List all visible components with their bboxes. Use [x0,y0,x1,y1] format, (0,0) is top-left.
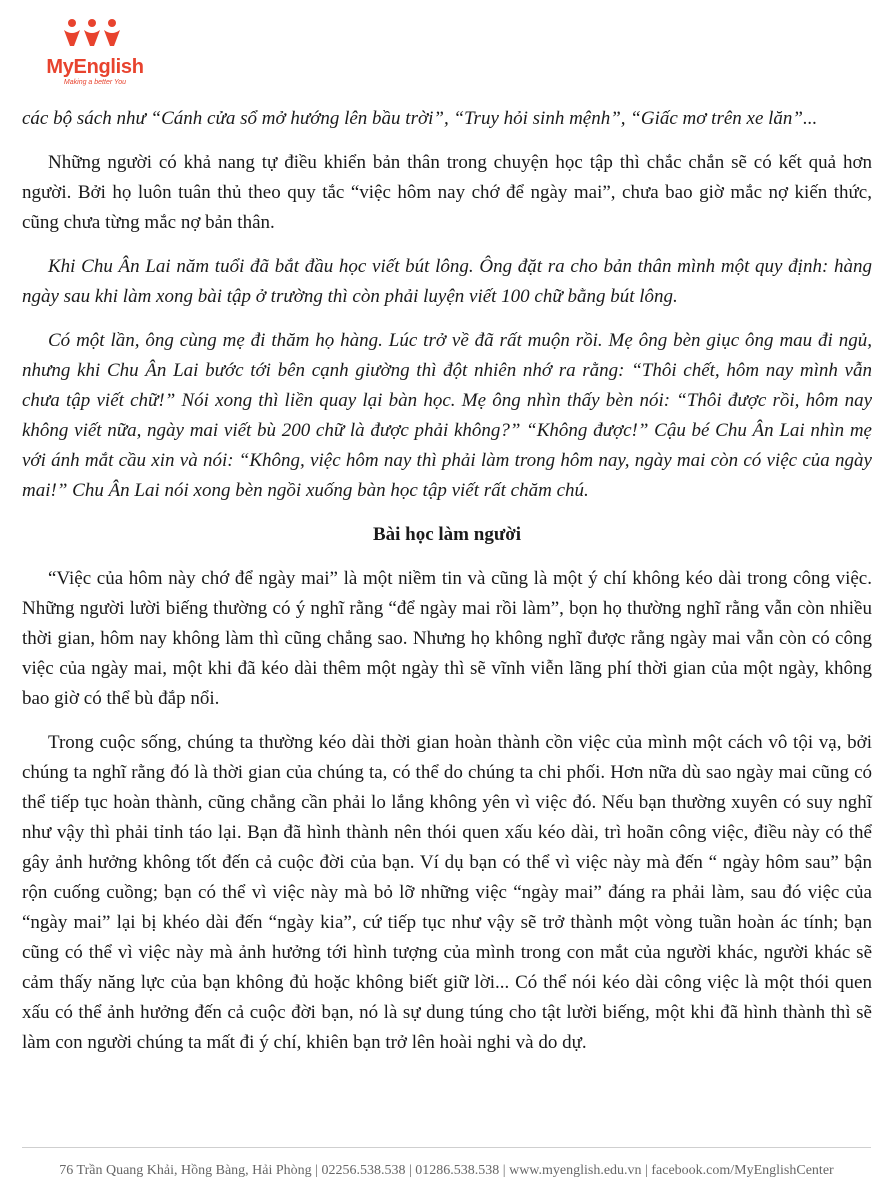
logo-name: MyEnglish [46,56,144,78]
footer-divider [22,1147,871,1148]
paragraph-3: Khi Chu Ân Lai năm tuổi đã bắt đầu học viết bút lông. Ông đặt ra cho bản thân mình một quy định: hàng ngày sau khi làm xong bài tập ở trường thì còn phải luyện viết 100 chữ bằng bút lông. [22,256,872,307]
document-body [22,104,872,1058]
header-logo [40,14,160,86]
paragraph-4: Có một lần, ông cùng mẹ đi thăm họ hàng. Lúc trở về đã rất muộn rồi. Mẹ ông bèn giục ông mau đi ngủ, nhưng khi Chu Ân Lai bước tới bên cạnh giường thì đột nhiên nhớ ra rằng: “Thôi chết, hôm nay mình vẫn chưa tập viết chữ!” Nói xong thì liền quay lại bàn học. Mẹ ông nhìn thấy bèn nói: “Thôi được rồi, hôm nay không viết nữa, ngày mai viết bù 200 chữ là được phải không?” “Không được!” Cậu bé Chu Ân Lai nhìn mẹ với ánh mắt cầu xin và nói: “Không, việc hôm nay thì phải làm trong hôm nay, ngày mai còn có việc của ngày mai!” Chu Ân Lai nói xong bèn ngồi xuống bàn học tập viết rất chăm chú. [22,330,872,501]
logo-tagline: Making a better You [63,79,127,86]
paragraph-6: Trong cuộc sống, chúng ta thường kéo dài thời gian hoàn thành cồn việc của mình một cách vô tội vạ, bởi chúng ta nghĩ rằng đó là thời gian của chúng ta, có thể do chúng ta chi phối. Hơn nữa dù sao ngày mai cũng có thể tiếp tục hoàn thành, cũng chẳng cần phải lo lắng không yên vì việc đó. Nếu bạn thường xuyên có suy nghĩ như vậy thì phải tỉnh táo lại. Bạn đã hình thành nên thói quen xấu kéo dài, trì hoãn công việc, điều này có thể gây ảnh hưởng không tốt đến cả cuộc đời của bạn. Ví dụ bạn có thể vì việc này mà đến “ ngày hôm sau” bận rộn cuống cuồng; bạn có thể vì việc này mà bỏ lỡ những việc “ngày mai” đáng ra phải làm, sau đó việc của “ngày mai” lại bị khéo dài đến “ngày kia”, cứ tiếp tục như vậy sẽ trở thành một vòng tuần hoàn ác tính; bạn cũng có thể vì việc này mà ảnh hưởng tới hình tượng của mình trong con mắt của người khác, người khác sẽ cảm thấy năng lực của bạn không đủ hoặc không biết giữ lời... Có thể nói kéo dài công việc là một thói quen xấu có thể ảnh hưởng đến cả cuộc đời bạn, nó là sự dung túng cho tật lười biếng, một khi đã hình thành thì sẽ làm con người chúng ta mất đi ý chí, khiên bạn trở lên hoài nghi và do dự. [22,732,872,1053]
footer [0,1147,893,1200]
paragraph-1: các bộ sách như “Cánh cửa sổ mở hướng lên bầu trời”, “Truy hỏi sinh mệnh”, “Giấc mơ trên xe lăn”... [22,108,818,129]
paragraph-5: “Việc của hôm này chớ để ngày mai” là một niềm tin và cũng là một ý chí không kéo dài trong công việc. Những người lười biếng thường có ý nghĩ rằng “để ngày mai rồi làm”, bọn họ thường nghĩ rằng vẫn còn nhiều thời gian, hôm nay không làm thì cũng chẳng sao. Nhưng họ không nghĩ được rằng ngày mai vẫn còn có công việc của ngày mai, một khi đã kéo dài thêm một ngày thì sẽ vĩnh viễn lãng phí thời gian của một ngày, không bao giờ có thể bù đắp nổi. [22,568,872,709]
logo-people-icon [62,18,122,48]
paragraph-2: Những người có khả nang tự điều khiển bản thân trong chuyện học tập thì chắc chắn sẽ có kết quả hơn người. Bởi họ luôn tuân thủ theo quy tắc “việc hôm nay chớ để ngày mai”, chưa bao giờ mắc nợ kiến thức, cũng chưa từng mắc nợ bản thân. [22,152,872,233]
footer-contact: 76 Trần Quang Khải, Hồng Bàng, Hải Phòng | 02256.538.538 | 01286.538.538 | www.myenglish.edu.vn | facebook.com/MyEnglishCenter [59,1163,834,1178]
section-heading: Bài học làm người [372,524,522,545]
